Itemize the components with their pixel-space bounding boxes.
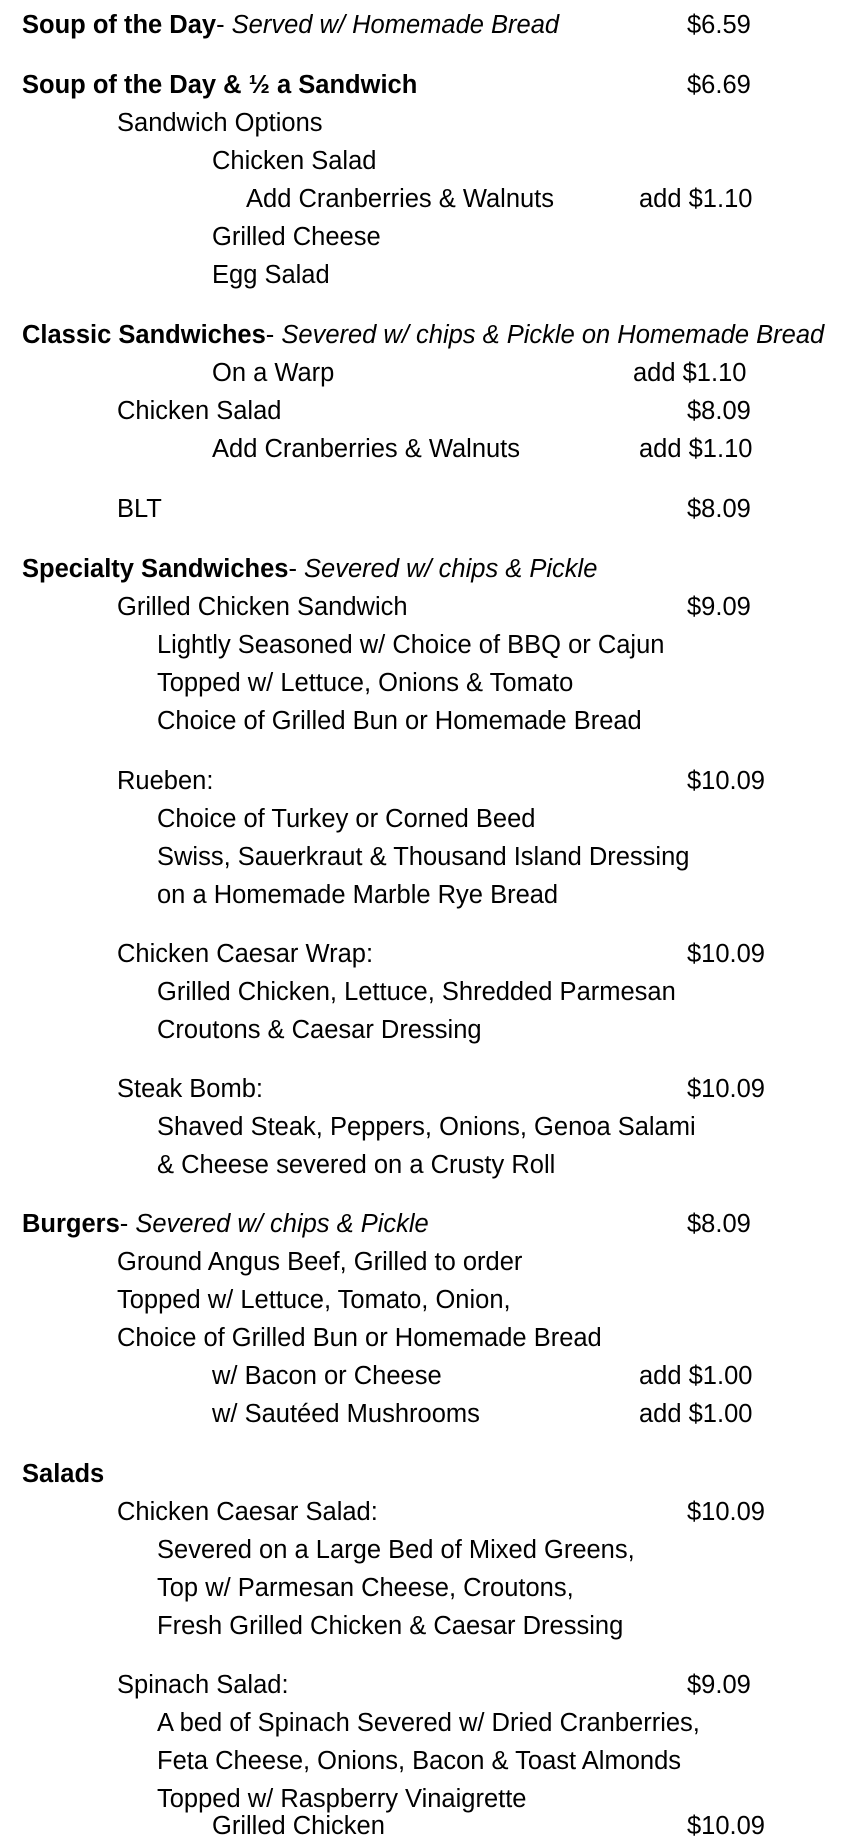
description-text: Top w/ Parmesan Cheese, Croutons, xyxy=(157,1574,574,1602)
option-row xyxy=(0,142,849,180)
price: $6.59 xyxy=(687,11,751,39)
classic-sandwiches-row xyxy=(0,316,849,354)
separator: - xyxy=(265,321,282,349)
price: $10.09 xyxy=(687,767,765,795)
description-text: Severed on a Large Bed of Mixed Greens, xyxy=(157,1536,635,1564)
item-description-line xyxy=(0,876,849,914)
description-text: & Cheese severed on a Crusty Roll xyxy=(157,1151,556,1179)
salads-row xyxy=(0,1455,849,1493)
sandwich-options-label-row xyxy=(0,104,849,142)
price: $8.09 xyxy=(687,495,751,523)
price: $6.69 xyxy=(687,71,751,99)
price: $10.09 xyxy=(687,1498,765,1526)
description-text: Lightly Seasoned w/ Choice of BBQ or Cajun xyxy=(157,631,665,659)
specialty-sandwiches-row xyxy=(0,550,849,588)
item-row xyxy=(0,1666,849,1704)
option-row xyxy=(0,1357,849,1395)
item-row xyxy=(0,1493,849,1531)
section-title: Soup of the Day & ½ a Sandwich xyxy=(22,71,418,99)
description-text: Topped w/ Raspberry Vinaigrette xyxy=(157,1785,527,1813)
section-title: Specialty Sandwiches xyxy=(22,555,289,583)
soup-of-day-heading xyxy=(22,6,559,44)
item-description-line xyxy=(0,664,849,702)
item-description-line xyxy=(0,1146,849,1184)
option-row xyxy=(0,218,849,256)
item-description-line xyxy=(0,800,849,838)
addon-price: add $1.10 xyxy=(639,435,753,463)
price: $8.09 xyxy=(687,397,751,425)
section-title: Burgers xyxy=(22,1210,120,1238)
separator: - xyxy=(288,555,305,583)
item-spinach-salad: Spinach Salad: xyxy=(117,1671,289,1699)
description-text: Feta Cheese, Onions, Bacon & Toast Almonds xyxy=(157,1747,681,1775)
option-grilled-chicken: Grilled Chicken xyxy=(212,1812,385,1840)
soup-half-sandwich-row xyxy=(0,66,849,104)
option-row xyxy=(0,256,849,294)
item-steak-bomb: Steak Bomb: xyxy=(117,1075,263,1103)
burgers-heading xyxy=(22,1205,429,1243)
description-text: A bed of Spinach Severed w/ Dried Cranberries, xyxy=(157,1709,700,1737)
description-text: Shaved Steak, Peppers, Onions, Genoa Salami xyxy=(157,1113,696,1141)
item-chicken-caesar-salad: Chicken Caesar Salad: xyxy=(117,1498,378,1526)
item-row xyxy=(0,392,849,430)
price: $9.09 xyxy=(687,593,751,621)
item-description-line xyxy=(0,702,849,740)
description-text: Choice of Grilled Bun or Homemade Bread xyxy=(157,707,642,735)
section-title: Soup of the Day xyxy=(22,11,217,39)
item-description-line xyxy=(0,1319,849,1357)
section-title: Classic Sandwiches xyxy=(22,321,266,349)
description-text: Croutons & Caesar Dressing xyxy=(157,1016,482,1044)
option-chicken-salad: Chicken Salad xyxy=(212,147,377,175)
addon-price: add $1.10 xyxy=(633,359,747,387)
description-text: Choice of Turkey or Corned Beed xyxy=(157,805,536,833)
option-row xyxy=(0,1807,849,1845)
item-blt: BLT xyxy=(117,495,162,523)
separator: - xyxy=(216,11,232,39)
description-text: Ground Angus Beef, Grilled to order xyxy=(117,1248,523,1276)
item-rueben: Rueben: xyxy=(117,767,214,795)
price: $10.09 xyxy=(687,1812,765,1840)
item-row xyxy=(0,762,849,800)
option-row xyxy=(0,1395,849,1433)
option-row xyxy=(0,180,849,218)
item-description-line xyxy=(0,1531,849,1569)
addon-price: add $1.10 xyxy=(639,185,753,213)
option-cranberries-walnuts: Add Cranberries & Walnuts xyxy=(246,185,555,213)
item-description-line xyxy=(0,1011,849,1049)
item-row xyxy=(0,1070,849,1108)
separator: - xyxy=(119,1210,136,1238)
item-description-line xyxy=(0,1704,849,1742)
item-row xyxy=(0,588,849,626)
description-text: Topped w/ Lettuce, Tomato, Onion, xyxy=(117,1286,511,1314)
addon-price: add $1.00 xyxy=(639,1362,753,1390)
option-egg-salad: Egg Salad xyxy=(212,261,330,289)
item-row xyxy=(0,490,849,528)
section-description: Severed w/ chips & Pickle on Homemade Bread xyxy=(281,321,825,349)
price: $8.09 xyxy=(687,1210,751,1238)
price: $10.09 xyxy=(687,940,765,968)
section-description: Served w/ Homemade Bread xyxy=(231,11,560,39)
description-text: Fresh Grilled Chicken & Caesar Dressing xyxy=(157,1612,624,1640)
item-description-line xyxy=(0,1607,849,1645)
description-text: Choice of Grilled Bun or Homemade Bread xyxy=(117,1324,602,1352)
description-text: Swiss, Sauerkraut & Thousand Island Dressing xyxy=(157,843,690,871)
description-text: Topped w/ Lettuce, Onions & Tomato xyxy=(157,669,574,697)
item-description-line xyxy=(0,1108,849,1146)
soup-of-day-row xyxy=(0,6,849,44)
item-description-line xyxy=(0,973,849,1011)
description-text: on a Homemade Marble Rye Bread xyxy=(157,881,559,909)
item-chicken-salad: Chicken Salad xyxy=(117,397,282,425)
section-description: Severed w/ chips & Pickle xyxy=(304,555,598,583)
price: $9.09 xyxy=(687,1671,751,1699)
item-description-line xyxy=(0,838,849,876)
option-cranberries-walnuts: Add Cranberries & Walnuts xyxy=(212,435,521,463)
option-row xyxy=(0,430,849,468)
option-wrap: On a Warp xyxy=(212,359,335,387)
item-chicken-caesar-wrap: Chicken Caesar Wrap: xyxy=(117,940,374,968)
specialty-sandwiches-heading xyxy=(22,550,597,588)
item-description-line xyxy=(0,626,849,664)
option-bacon-cheese: w/ Bacon or Cheese xyxy=(212,1362,442,1390)
sandwich-options-label: Sandwich Options xyxy=(117,109,323,137)
section-description: Severed w/ chips & Pickle xyxy=(135,1210,429,1238)
item-row xyxy=(0,935,849,973)
option-mushrooms: w/ Sautéed Mushrooms xyxy=(212,1400,480,1428)
addon-price: add $1.00 xyxy=(639,1400,753,1428)
item-description-line xyxy=(0,1281,849,1319)
item-grilled-chicken-sandwich: Grilled Chicken Sandwich xyxy=(117,593,408,621)
option-grilled-cheese: Grilled Cheese xyxy=(212,223,381,251)
item-description-line xyxy=(0,1243,849,1281)
item-description-line xyxy=(0,1742,849,1780)
description-text: Grilled Chicken, Lettuce, Shredded Parmesan xyxy=(157,978,676,1006)
classic-sandwiches-heading xyxy=(22,316,824,354)
price: $10.09 xyxy=(687,1075,765,1103)
burgers-row xyxy=(0,1205,849,1243)
item-description-line xyxy=(0,1569,849,1607)
option-row xyxy=(0,354,849,392)
section-title: Salads xyxy=(22,1460,105,1488)
